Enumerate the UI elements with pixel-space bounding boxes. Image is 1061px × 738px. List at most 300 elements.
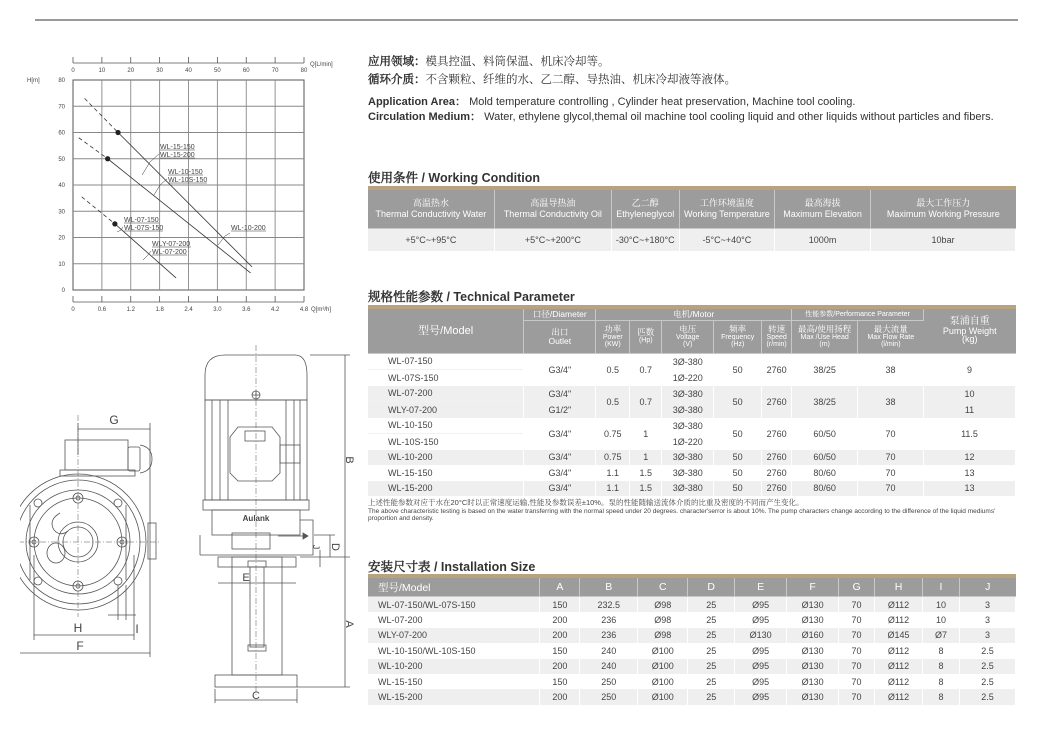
tech-outlet: G3/4" <box>524 481 596 497</box>
wc-header-cn: 工作环境温度 <box>699 198 754 208</box>
install-cell: Ø95 <box>735 597 787 613</box>
install-cell: 25 <box>688 612 735 627</box>
tech-hp: 0.7 <box>630 386 662 418</box>
install-cell: Ø98 <box>638 597 688 613</box>
curve-rated-point <box>105 156 110 161</box>
tech-flow: 70 <box>858 465 924 481</box>
y-axis-tick-label: 40 <box>58 183 65 189</box>
install-cell: 250 <box>580 674 638 689</box>
wc-header-cn: 高温导热油 <box>530 198 576 208</box>
tech-head: 38/25 <box>792 353 858 386</box>
th-speed-cn: 转速 <box>768 324 786 335</box>
bottom-axis-tick-label: 4.2 <box>270 307 280 313</box>
top-axis-label: Q[L/min] <box>310 62 333 68</box>
tech-power: 0.75 <box>596 450 630 466</box>
tech-model: WL-07-150 <box>368 353 524 370</box>
tech-power: 0.75 <box>596 418 630 450</box>
en-application-text: Mold temperature controlling , Cylinder heat preservation, Machine tool cooling. <box>469 96 856 108</box>
tech-voltage: 1Ø-220 <box>662 434 714 450</box>
tech-model: WL-10-150 <box>368 418 524 434</box>
install-cell: Ø130 <box>787 674 839 689</box>
tech-model: WL-07S-150 <box>368 370 524 386</box>
tech-voltage: 1Ø-220 <box>662 370 714 386</box>
dim-label-b: B <box>343 456 355 464</box>
dim-label-a: A <box>343 620 355 628</box>
top-axis-tick-label: 10 <box>98 68 106 74</box>
tech-power: 0.5 <box>596 386 630 418</box>
tech-speed: 2760 <box>762 450 792 466</box>
th-outlet-en: Outlet <box>548 335 572 346</box>
install-cell: Ø130 <box>787 597 839 613</box>
curve-label: WL-10S-150 <box>168 177 208 184</box>
note-cn: 上述性能参数对应于水在20°C时以正常速度运输,性能及参数误差±10%。泵的性能随输送流体介质的比重及密度的不同而产生变化。 <box>368 498 804 507</box>
tech-frequency: 50 <box>714 418 762 450</box>
install-cell: Ø7 <box>923 628 960 643</box>
th-speed <box>762 320 792 353</box>
y-axis-tick-label: 30 <box>58 209 65 216</box>
tech-power: 0.5 <box>596 353 630 386</box>
pump-front-view-drawing <box>20 395 200 660</box>
install-row <box>368 597 1016 613</box>
terminal-box <box>65 440 128 470</box>
wc-header-cell <box>775 188 871 229</box>
install-model: WL-07-200 <box>368 612 540 627</box>
curve-dashed-segment <box>85 98 118 132</box>
curve-label: WL-15-150 <box>160 144 195 151</box>
curve-label: WL-07S-150 <box>124 225 164 232</box>
en-medium-text: Water, ethylene glycol,themal oil machine tool cooling liquid and other liquids without particles and fibers. <box>484 111 994 123</box>
curve-label: WL-07-150 <box>124 217 159 224</box>
bottom-axis-tick-label: 4.8 <box>299 307 309 313</box>
wc-value-cell: +5°C~+95°C <box>368 229 494 252</box>
wc-header-en: Working Temperature <box>684 209 770 219</box>
wc-header-cn: 乙二醇 <box>631 198 659 208</box>
tech-weight: 12 <box>924 450 1016 466</box>
wc-header-en: Thermal Conductivity Water <box>375 209 487 219</box>
install-cell: 10 <box>923 612 960 627</box>
tech-flow: 70 <box>858 418 924 450</box>
tech-outlet: G1/2" <box>524 402 596 418</box>
install-cell: 200 <box>540 628 580 643</box>
y-axis-tick-label: 60 <box>58 130 65 137</box>
install-cell: Ø98 <box>638 628 688 643</box>
dim-label-d: D <box>329 543 341 551</box>
technical-parameter-table <box>368 305 1016 496</box>
install-cell: Ø98 <box>638 612 688 627</box>
install-cell: 2.5 <box>959 643 1015 658</box>
install-row <box>368 689 1016 704</box>
working-condition-title: 使用条件 / Working Condition <box>368 171 540 185</box>
pump-side-view-drawing <box>190 345 360 705</box>
install-model: WLY-07-200 <box>368 628 540 643</box>
tech-row <box>368 481 1016 497</box>
note-en: The above characteristic testing is based on the water transferring with the normal speed under 20 degrees. character'serror is about 10%. The pump characters change according to the difference of the liquid mediums' proportion and density. <box>368 508 996 522</box>
top-axis-tick-label: 0 <box>71 68 75 74</box>
tech-row <box>368 386 1016 402</box>
bottom-axis-tick-label: 1.8 <box>155 307 164 313</box>
y-axis-tick-label: 0 <box>61 288 65 294</box>
tech-head: 60/50 <box>792 418 858 450</box>
th-voltage-en: Voltage <box>676 333 700 341</box>
install-cell: 70 <box>839 689 875 704</box>
dim-label-f: F <box>76 639 84 653</box>
tech-row <box>368 465 1016 481</box>
install-cell: Ø145 <box>875 628 923 643</box>
install-cell: 70 <box>839 628 875 643</box>
th-weight-en: Pump Weight <box>942 326 997 337</box>
wc-header-cn: 最大工作压力 <box>916 198 971 208</box>
install-header-cell: G <box>839 576 875 597</box>
tech-speed: 2760 <box>762 386 792 418</box>
wc-header-cell <box>368 188 494 229</box>
tech-hp: 1 <box>630 418 662 450</box>
tech-frequency: 50 <box>714 386 762 418</box>
install-cell: 25 <box>688 689 735 704</box>
th-frequency-cn: 频率 <box>729 324 747 335</box>
bottom-axis-tick-label: 3.6 <box>242 307 251 313</box>
tech-row <box>368 353 1016 370</box>
tech-model: WL-10-200 <box>368 450 524 466</box>
tech-voltage: 3Ø-380 <box>662 481 714 497</box>
th-weight <box>924 307 1016 353</box>
cn-medium-label: 循环介质： <box>368 72 426 86</box>
tech-voltage: 3Ø-380 <box>662 353 714 370</box>
y-axis-tick-label: 20 <box>58 235 65 242</box>
install-cell: 70 <box>839 597 875 613</box>
dim-label-i: I <box>135 622 139 636</box>
install-cell: Ø112 <box>875 659 923 674</box>
th-voltage <box>662 320 714 353</box>
install-model: WL-10-150/WL-10S-150 <box>368 643 540 658</box>
th-power <box>596 320 630 353</box>
tech-weight: 11.5 <box>924 418 1016 450</box>
th-frequency-en: Frequency <box>721 333 755 341</box>
th-flow <box>858 320 924 353</box>
tech-voltage: 3Ø-380 <box>662 465 714 481</box>
tech-weight: 13 <box>924 481 1016 497</box>
cn-application-text: 模具控温、料筒保温、机床冷却等。 <box>425 54 610 68</box>
install-cell: 3 <box>959 612 1015 627</box>
tech-model: WL-15-150 <box>368 465 524 481</box>
intro-section <box>368 52 1018 126</box>
install-header-cell: H <box>875 576 923 597</box>
tech-hp: 1.5 <box>630 465 662 481</box>
install-model: WL-15-150 <box>368 674 540 689</box>
dim-label-c: C <box>252 690 260 702</box>
tech-hp: 1 <box>630 450 662 466</box>
dim-label-j: J <box>311 544 321 550</box>
install-cell: Ø100 <box>638 643 688 658</box>
install-cell: 150 <box>540 597 580 613</box>
install-header-cell: C <box>638 576 688 597</box>
th-flow-unit: (l/min) <box>881 340 901 348</box>
wc-value-cell: -30°C~+180°C <box>611 229 679 252</box>
install-cell: Ø112 <box>875 674 923 689</box>
chart-curve-labels <box>117 144 266 260</box>
top-axis-tick-label: 20 <box>127 68 135 74</box>
curve-rated-point <box>112 221 117 226</box>
install-cell: 10 <box>923 597 960 613</box>
install-row <box>368 674 1016 689</box>
wc-header-en: Maximum Working Pressure <box>886 209 1000 219</box>
top-axis-tick-label: 70 <box>271 68 279 74</box>
th-voltage-cn: 电压 <box>679 324 697 335</box>
th-head-en: Max /Use Head <box>800 333 849 341</box>
tech-row <box>368 450 1016 466</box>
th-hp-unit: (Hp) <box>638 336 653 344</box>
install-cell: Ø95 <box>735 659 787 674</box>
th-frequency <box>714 320 762 353</box>
th-power-cn: 功率 <box>604 324 622 335</box>
tech-frequency: 50 <box>714 481 762 497</box>
bottom-axis-tick-label: 0.6 <box>97 307 107 313</box>
tech-model: WL-10S-150 <box>368 434 524 450</box>
dim-label-e: E <box>242 572 250 584</box>
th-speed-en: Speed <box>766 333 787 341</box>
y-axis-label: H[m] <box>27 78 40 84</box>
install-cell: 25 <box>688 659 735 674</box>
bottom-axis-tick-label: 3.0 <box>213 307 222 313</box>
install-cell: 236 <box>580 612 638 627</box>
wc-header-cn: 高温热水 <box>412 198 449 208</box>
tech-weight: 13 <box>924 465 1016 481</box>
install-cell: 150 <box>540 674 580 689</box>
tech-head: 80/60 <box>792 465 858 481</box>
curve-label-leader <box>117 227 123 232</box>
th-power-unit: (KW) <box>604 340 621 348</box>
install-cell: 25 <box>688 643 735 658</box>
top-axis-tick-label: 60 <box>242 68 250 74</box>
tech-head: 38/25 <box>792 386 858 418</box>
install-cell: 25 <box>688 674 735 689</box>
en-medium-label: Circulation Medium： <box>368 111 482 123</box>
tech-weight: 11 <box>924 402 1016 418</box>
install-row <box>368 659 1016 674</box>
install-row <box>368 643 1016 658</box>
install-cell: 236 <box>580 628 638 643</box>
install-header-cell: D <box>688 576 735 597</box>
tech-outlet: G3/4" <box>524 465 596 481</box>
th-weight-unit: (kg) <box>962 334 978 345</box>
tech-weight: 10 <box>924 386 1016 402</box>
chart-grid <box>73 80 304 290</box>
wc-header-cell <box>611 188 679 229</box>
cn-medium-text: 不含颗粒、纤维的水、乙二醇、导热油、机床冷却液等液体。 <box>425 72 736 86</box>
tech-power: 1.1 <box>596 465 630 481</box>
y-axis-tick-label: 50 <box>58 156 65 163</box>
en-intro <box>368 96 1018 124</box>
install-cell: Ø112 <box>875 689 923 704</box>
th-frequency-unit: (Hz) <box>731 340 745 348</box>
top-axis-tick-label: 80 <box>300 68 308 74</box>
install-cell: 240 <box>580 643 638 658</box>
cn-medium <box>368 70 1018 88</box>
tech-frequency: 50 <box>714 465 762 481</box>
install-model: WL-10-200 <box>368 659 540 674</box>
wc-header-cell <box>871 188 1016 229</box>
install-model: WL-15-200 <box>368 689 540 704</box>
wc-value-cell: 10bar <box>871 229 1016 252</box>
dim-label-g: G <box>109 413 119 427</box>
install-cell: 8 <box>923 659 960 674</box>
install-header-cell: F <box>787 576 839 597</box>
install-cell: 25 <box>688 628 735 643</box>
install-cell: 200 <box>540 689 580 704</box>
install-cell: Ø100 <box>638 674 688 689</box>
install-cell: Ø130 <box>787 689 839 704</box>
cn-application-label: 应用领域： <box>368 54 426 68</box>
th-flow-en: Max Flow Rate <box>867 333 915 341</box>
y-axis-tick-label: 80 <box>58 78 65 84</box>
install-cell: 8 <box>923 643 960 658</box>
th-outlet <box>524 320 596 353</box>
th-model: 型号/Model <box>368 307 524 353</box>
tech-voltage: 3Ø-380 <box>662 450 714 466</box>
tech-hp: 1.5 <box>630 481 662 497</box>
install-cell: 8 <box>923 674 960 689</box>
install-cell: 232.5 <box>580 597 638 613</box>
th-voltage-unit: (V) <box>683 340 693 348</box>
curve-rated-point <box>115 130 120 135</box>
tech-head: 60/50 <box>792 450 858 466</box>
tech-outlet: G3/4" <box>524 450 596 466</box>
tech-frequency: 50 <box>714 450 762 466</box>
technical-parameter-title: 规格性能参数 / Technical Parameter <box>368 290 575 304</box>
th-flow-cn: 最大流量 <box>873 324 908 335</box>
wc-header-en: Maximum Elevation <box>783 209 862 219</box>
install-cell: 70 <box>839 612 875 627</box>
th-performance: 性能参数/Performance Parameter <box>792 307 924 320</box>
bottom-axis-tick-label: 0 <box>71 307 75 313</box>
th-speed-unit: (r/min) <box>766 340 787 348</box>
install-cell: Ø112 <box>875 612 923 627</box>
performance-curve-chart <box>25 50 355 320</box>
wc-header-cell <box>679 188 774 229</box>
tech-flow: 38 <box>858 386 924 418</box>
th-motor: 电机/Motor <box>596 307 792 320</box>
install-cell: Ø95 <box>735 689 787 704</box>
tech-speed: 2760 <box>762 353 792 386</box>
install-cell: 200 <box>540 659 580 674</box>
tech-model: WLY-07-200 <box>368 402 524 418</box>
tech-flow: 70 <box>858 450 924 466</box>
th-head-unit: (m) <box>819 340 830 348</box>
th-diameter: 口径/Diameter <box>524 307 596 320</box>
install-cell: Ø112 <box>875 643 923 658</box>
top-axis-tick-label: 30 <box>156 68 163 74</box>
tech-frequency: 50 <box>714 353 762 386</box>
install-cell: 3 <box>959 628 1015 643</box>
install-header-cell: B <box>580 576 638 597</box>
dim-label-h: H <box>73 621 83 635</box>
tech-hp: 0.7 <box>630 353 662 386</box>
curve-dashed-segment <box>82 197 115 224</box>
install-cell: Ø130 <box>787 659 839 674</box>
install-cell: 3 <box>959 597 1015 613</box>
install-row <box>368 612 1016 627</box>
install-cell: 240 <box>580 659 638 674</box>
bottom-axis-tick-label: 2.4 <box>184 307 193 313</box>
tech-power: 1.1 <box>596 481 630 497</box>
install-row <box>368 628 1016 643</box>
tech-flow: 38 <box>858 353 924 386</box>
wc-header-en: Ethyleneglycol <box>616 209 675 219</box>
curve-dashed-segment <box>79 138 108 159</box>
th-hp <box>630 320 662 353</box>
tech-speed: 2760 <box>762 465 792 481</box>
install-cell: 150 <box>540 643 580 658</box>
bottom-axis-tick-label: 1.2 <box>126 307 135 313</box>
tech-outlet: G3/4" <box>524 386 596 402</box>
th-head <box>792 320 858 353</box>
install-cell: 2.5 <box>959 689 1015 704</box>
wc-header-en: Thermal Conductivity Oil <box>503 209 602 219</box>
th-power-en: Power <box>602 333 623 341</box>
wc-value-cell: -5°C~+40°C <box>679 229 774 252</box>
install-cell: 25 <box>688 597 735 613</box>
curve-label: WL-10-200 <box>231 225 266 232</box>
wc-value-cell: 1000m <box>775 229 871 252</box>
th-hp-cn: 匹数 <box>637 327 655 337</box>
tech-voltage: 3Ø-380 <box>662 386 714 402</box>
install-cell: Ø160 <box>787 628 839 643</box>
tech-model: WL-07-200 <box>368 386 524 402</box>
install-header-cell: E <box>735 576 787 597</box>
curve-label: WL-10-150 <box>168 169 203 176</box>
install-cell: Ø112 <box>875 597 923 613</box>
th-head-cn: 最高/使用扬程 <box>797 324 852 335</box>
tech-outlet: G3/4" <box>524 353 596 386</box>
th-weight-cn: 泵浦自重 <box>949 316 990 328</box>
install-cell: 70 <box>839 643 875 658</box>
y-axis-tick-label: 70 <box>58 104 65 111</box>
wc-value-cell: +5°C~+200°C <box>494 229 611 252</box>
top-axis-tick-label: 50 <box>214 68 221 74</box>
install-cell: 250 <box>580 689 638 704</box>
install-cell: Ø95 <box>735 674 787 689</box>
curve-label-leader <box>154 179 167 195</box>
technical-note <box>368 498 1008 522</box>
install-header-cell: 型号/Model <box>368 576 540 597</box>
install-header-cell: A <box>540 576 580 597</box>
install-cell: 2.5 <box>959 674 1015 689</box>
tech-speed: 2760 <box>762 481 792 497</box>
top-axis-tick-label: 40 <box>185 68 192 74</box>
installation-size-title: 安装尺寸表 / Installation Size <box>368 560 536 574</box>
tech-model: WL-15-200 <box>368 481 524 497</box>
install-cell: 2.5 <box>959 659 1015 674</box>
install-cell: Ø130 <box>787 643 839 658</box>
top-divider <box>35 19 1018 21</box>
install-cell: Ø100 <box>638 689 688 704</box>
terminal-plate <box>230 427 280 481</box>
tech-outlet: G3/4" <box>524 418 596 450</box>
tech-weight: 9 <box>924 353 1016 386</box>
tech-row <box>368 418 1016 434</box>
bottom-axis-label: Q[m³/h] <box>311 307 332 313</box>
install-cell: 200 <box>540 612 580 627</box>
curve-label: WLY-07-200 <box>152 241 191 248</box>
tech-head: 80/60 <box>792 481 858 497</box>
curve-label: WL-07-200 <box>152 249 187 256</box>
working-condition-table <box>368 186 1016 251</box>
install-cell: Ø95 <box>735 643 787 658</box>
wc-header-cn: 最高海拔 <box>804 198 841 208</box>
install-cell: 70 <box>839 659 875 674</box>
brand-logo-text: Aulank <box>242 514 270 523</box>
install-cell: Ø100 <box>638 659 688 674</box>
install-cell: Ø130 <box>735 628 787 643</box>
